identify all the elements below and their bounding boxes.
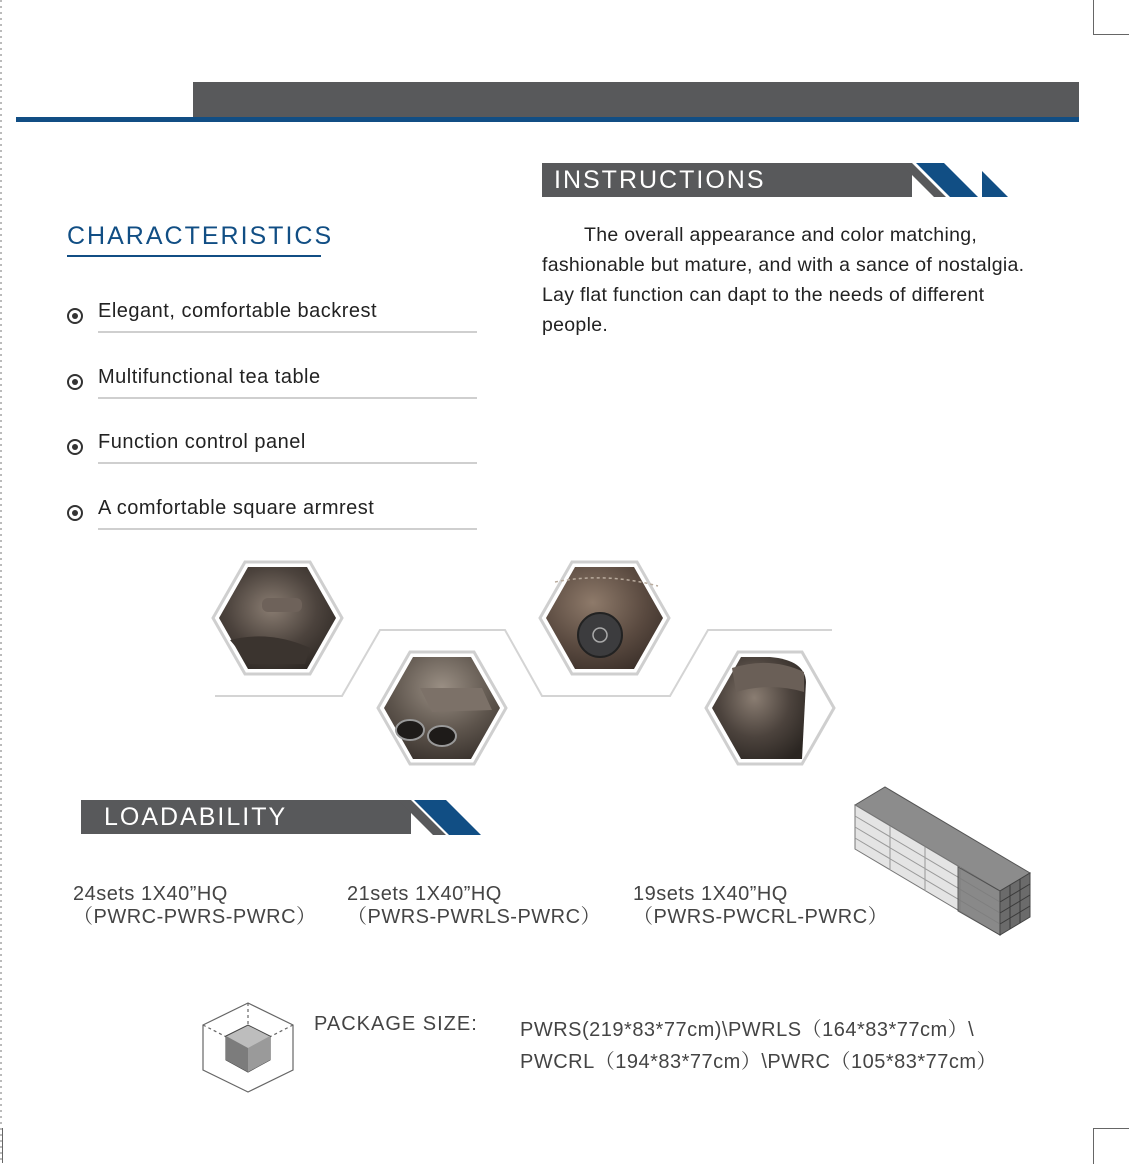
package-size-label: PACKAGE SIZE:	[314, 1013, 478, 1035]
armrest-photo	[706, 652, 834, 764]
feature-label: A comfortable square armrest	[98, 497, 375, 519]
load-option-sets: 19sets 1X40”HQ	[633, 883, 788, 905]
radio-bullet-icon	[67, 505, 83, 521]
feature-item	[67, 366, 477, 406]
package-box-icon	[200, 1000, 296, 1095]
instructions-heading: INSTRUCTIONS	[554, 166, 766, 194]
feature-divider	[98, 397, 477, 399]
loadability-heading-bar	[81, 800, 411, 834]
radio-bullet-icon	[67, 439, 83, 455]
package-size-line: PWRS(219*83*77cm)\PWRLS（164*83*77cm）\	[520, 1019, 975, 1041]
feature-label: Function control panel	[98, 431, 306, 453]
feature-divider	[98, 331, 477, 333]
load-option-sets: 21sets 1X40”HQ	[347, 883, 502, 905]
package-size-line: PWCRL（194*83*77cm）\PWRC（105*83*77cm）	[520, 1051, 998, 1073]
radio-bullet-icon	[67, 374, 83, 390]
feature-label: Multifunctional tea table	[98, 366, 321, 388]
package-size-values	[520, 1014, 997, 1078]
header-accent-line	[16, 117, 1079, 122]
radio-bullet-icon	[67, 308, 83, 324]
characteristics-heading: CHARACTERISTICS	[67, 222, 334, 250]
crop-mark-top-right	[1093, 0, 1129, 35]
control-panel-photo	[540, 562, 669, 674]
load-option-config: （PWRS-PWCRL-PWRC）	[633, 906, 889, 928]
load-option-config: （PWRS-PWRLS-PWRC）	[347, 906, 602, 928]
feature-divider	[98, 528, 477, 530]
crop-mark-bottom-left	[0, 1128, 3, 1163]
feature-item	[67, 497, 477, 537]
backrest-photo	[213, 562, 342, 674]
feature-label: Elegant, comfortable backrest	[98, 300, 378, 322]
feature-item	[67, 431, 477, 471]
load-option	[347, 883, 601, 929]
page-edge-dots	[0, 0, 2, 1163]
loadability-heading-stripes-icon	[398, 800, 484, 835]
feature-photo-strip	[210, 560, 840, 775]
load-option-sets: 24sets 1X40”HQ	[73, 883, 228, 905]
tea-table-photo	[378, 652, 506, 764]
crop-mark-bottom-right	[1093, 1128, 1129, 1164]
feature-divider	[98, 462, 477, 464]
feature-item	[67, 300, 477, 340]
container-load-icon	[850, 785, 1035, 945]
instructions-heading-stripes-icon	[900, 163, 982, 197]
header-band	[193, 82, 1079, 118]
instructions-body	[542, 220, 1042, 340]
load-option	[73, 883, 317, 929]
load-option-config: （PWRC-PWRS-PWRC）	[73, 906, 317, 928]
loadability-heading: LOADABILITY	[104, 803, 288, 831]
instructions-text: The overall appearance and color matching, fashionable but mature, and with a sance of nostalgia. Lay flat function can dapt to the needs of different people.	[542, 224, 1025, 336]
characteristics-underline	[67, 255, 321, 257]
